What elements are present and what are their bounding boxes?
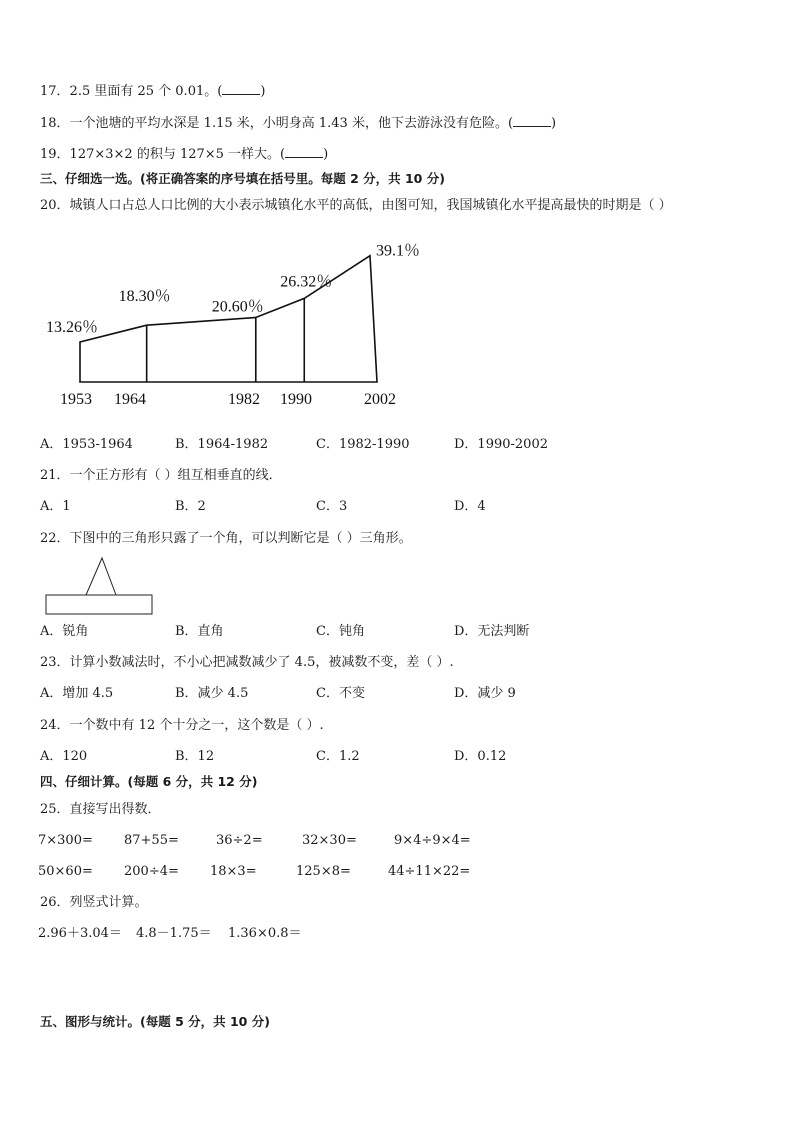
calc-item: 7×300= [38,833,93,848]
vertical-calc-item: 1.36×0.8＝ [228,926,302,941]
chart-year-label: 2002 [364,391,396,408]
section-4-heading: 四、仔细计算。(每题 6 分，共 12 分) [40,774,258,789]
question-22-stem: 22．下图中的三角形只露了一个角，可以判断它是（ ）三角形。 [40,531,412,546]
question-23-option-a[interactable]: A．增加 4.5 [40,686,114,701]
question-22-option-b[interactable]: B．直角 [175,624,224,639]
calc-item: 9×4÷9×4= [394,833,471,848]
question-23-option-d[interactable]: D．减少 9 [454,686,516,701]
question-21-option-b[interactable]: B．2 [175,499,206,514]
question-21-option-a[interactable]: A．1 [40,499,71,514]
question-17-text: 17．2.5 里面有 25 个 0.01。( [40,84,223,99]
calc-item: 44÷11×22= [388,864,471,879]
calc-item: 32×30= [302,833,357,848]
question-20-option-a[interactable]: A．1953-1964 [40,437,133,452]
question-22-option-c[interactable]: C．钝角 [316,624,365,639]
question-20-option-c[interactable]: C．1982-1990 [316,437,410,452]
question-18-text: 18．一个池塘的平均水深是 1.15 米，小明身高 1.43 米，他下去游泳没有危险。( [40,116,514,131]
question-24-option-d[interactable]: D．0.12 [454,749,507,764]
question-21-option-d[interactable]: D．4 [454,499,486,514]
question-20-option-b[interactable]: B．1964-1982 [175,437,269,452]
chart-year-label: 1982 [228,391,260,408]
question-20-stem: 20．城镇人口占总人口比例的大小表示城镇化水平的高低，由图可知，我国城镇化水平提高最快的时期是（ ） [40,198,672,213]
section-5-heading: 五、图形与统计。(每题 5 分，共 10 分) [40,1014,270,1029]
question-23-option-b[interactable]: B．减少 4.5 [175,686,249,701]
question-24-option-c[interactable]: C．1.2 [316,749,360,764]
question-26-stem: 26．列竖式计算。 [40,895,148,910]
chart-value-label: 20.60％ [211,298,264,316]
vertical-calc-item: 4.8－1.75＝ [136,926,212,941]
vertical-calc-item: 2.96＋3.04＝ [38,926,122,941]
chart-area-outline [80,256,377,382]
question-19-text: 19．127×3×2 的积与 127×5 一样大。( [40,147,286,162]
question-22-option-a[interactable]: A．锐角 [40,624,89,639]
question-23-stem: 23．计算小数减法时，不小心把减数减少了 4.5，被减数不变，差（ ）. [40,655,454,670]
calc-item: 36÷2= [216,833,263,848]
question-24-option-a[interactable]: A．120 [40,749,88,764]
exposed-triangle-angle [86,558,116,595]
question-17: 17．2.5 里面有 25 个 0.01。( ) [40,84,266,99]
chart-value-label: 26.32％ [280,273,333,291]
calc-item: 18×3= [210,864,257,879]
hidden-triangle-figure [40,550,160,620]
chart-year-label: 1964 [114,391,146,408]
question-21-stem: 21．一个正方形有（ ）组互相垂直的线． [40,468,282,483]
covering-rectangle [46,595,152,614]
question-19: 19．127×3×2 的积与 127×5 一样大。( ) [40,147,329,162]
question-21-option-c[interactable]: C．3 [316,499,348,514]
chart-year-label: 1990 [280,391,312,408]
chart-year-label: 1953 [60,391,92,408]
question-25-stem: 25．直接写出得数． [40,802,161,817]
calc-item: 50×60= [38,864,93,879]
question-24-stem: 24．一个数中有 12 个十分之一，这个数是（ ）. [40,718,324,733]
question-23-option-c[interactable]: C．不变 [316,686,365,701]
section-3-heading: 三、仔细选一选。(将正确答案的序号填在括号里。每题 2 分，共 10 分) [40,171,445,186]
question-22-option-d[interactable]: D．无法判断 [454,624,530,639]
question-18: 18．一个池塘的平均水深是 1.15 米，小明身高 1.43 米，他下去游泳没有危险。( ) [40,116,557,131]
calc-item: 125×8= [296,864,351,879]
urbanization-chart [0,0,794,430]
chart-value-label: 18.30％ [118,288,171,306]
chart-value-label: 39.1％ [376,242,421,260]
question-24-option-b[interactable]: B．12 [175,749,215,764]
chart-value-label: 13.26％ [46,319,99,336]
calc-item: 87+55= [124,833,179,848]
calc-item: 200÷4= [124,864,179,879]
question-20-option-d[interactable]: D．1990-2002 [454,437,548,452]
